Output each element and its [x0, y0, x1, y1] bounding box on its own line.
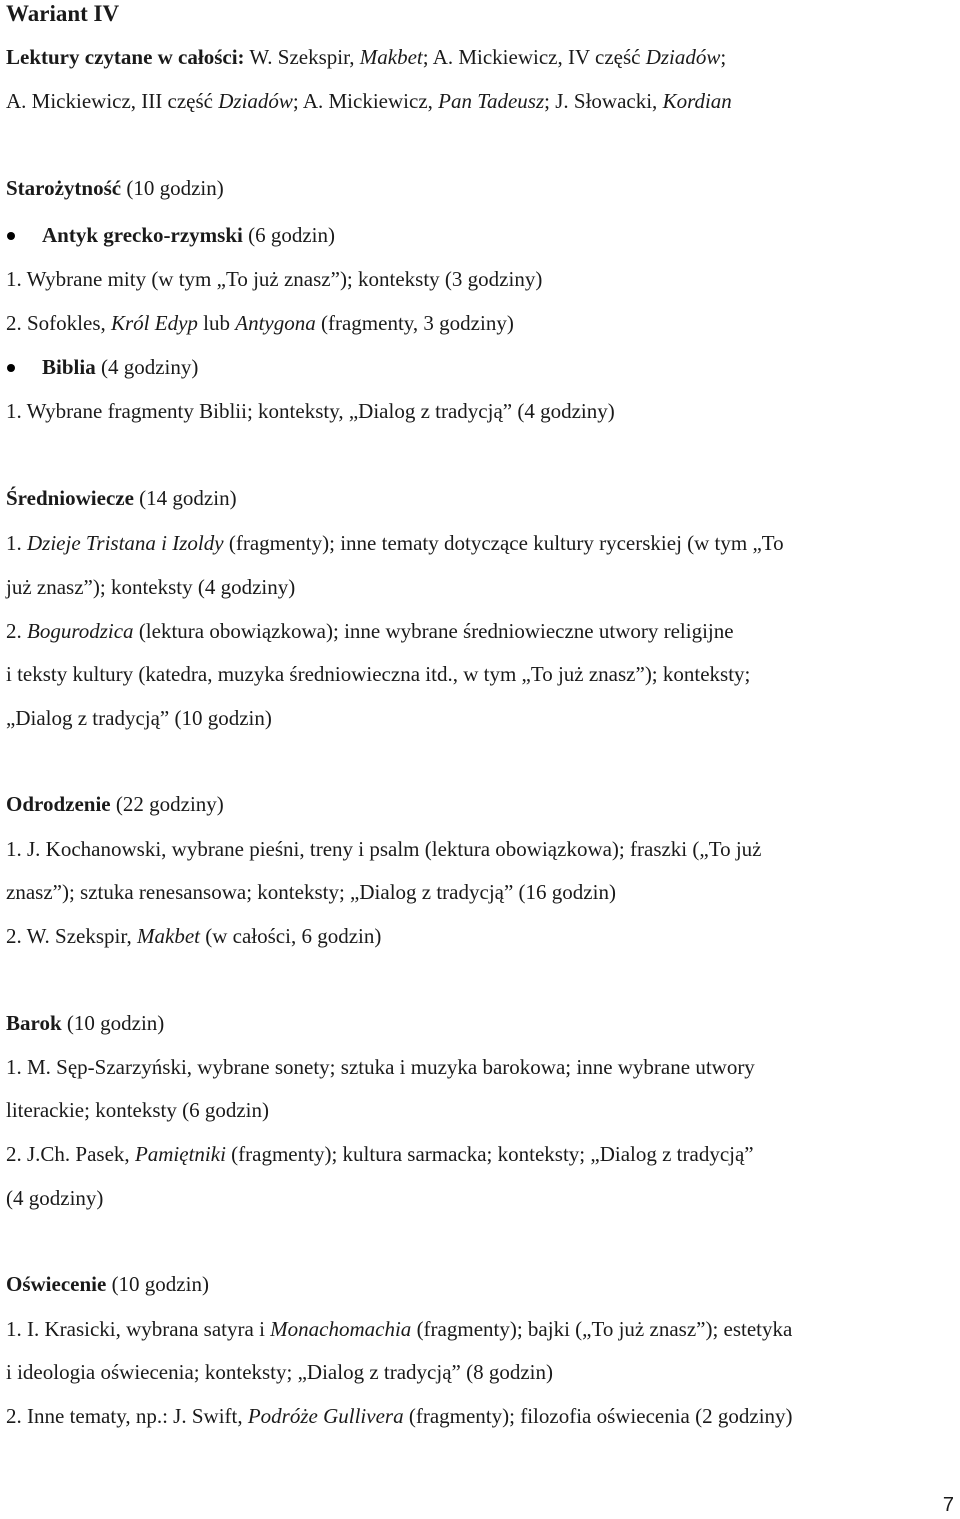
text-segment: (lektura obowiązkowa); inne wybrane średniowieczne utwory religijne	[133, 619, 734, 643]
list-item	[6, 310, 514, 336]
section-heading-odrodzenie	[6, 791, 224, 817]
list-item	[6, 923, 381, 949]
text-segment: ;	[720, 45, 727, 69]
subsection-hours: (6 godzin)	[242, 223, 335, 247]
text-segment: lub	[197, 311, 236, 335]
list-item-continuation: już znasz”); konteksty (4 godziny)	[6, 575, 296, 599]
lektury-label: Lektury czytane w całości:	[6, 45, 245, 69]
list-item-continuation: literackie; konteksty (6 godzin)	[6, 1098, 270, 1122]
section-heading-starozytnosc	[6, 175, 224, 201]
title-makbet: Makbet	[359, 45, 423, 69]
title-makbet: Makbet	[137, 924, 200, 948]
title-podroze-gullivera: Podróże Gullivera	[247, 1404, 404, 1428]
page-title: Wariant IV	[6, 1, 120, 26]
lektury-line-1	[6, 44, 726, 70]
text-segment: 2. J.Ch. Pasek,	[6, 1142, 135, 1166]
text-segment: 1.	[6, 531, 27, 555]
text-segment: 2. Sofokles,	[6, 311, 111, 335]
text-segment: 1. I. Krasicki, wybrana satyra i	[6, 1317, 271, 1341]
page-number: 7	[942, 1494, 954, 1516]
section-heading-oswiecenie	[6, 1271, 209, 1297]
lektury-line-2	[6, 88, 732, 114]
text-segment: (fragmenty); kultura sarmacka; konteksty; „Dialog z tradycją”	[225, 1142, 754, 1166]
text-segment: A. Mickiewicz, III część	[6, 89, 219, 113]
list-item	[6, 618, 734, 644]
text-segment: 2. Inne tematy, np.: J. Swift,	[6, 1404, 248, 1428]
bullet-icon	[7, 232, 15, 240]
list-item: 1. Wybrane fragmenty Biblii; konteksty, „Dialog z tradycją” (4 godziny)	[6, 399, 615, 423]
list-item-continuation: znasz”); sztuka renesansowa; konteksty; „Dialog z tradycją” (16 godzin)	[6, 880, 616, 904]
title-bogurodzica: Bogurodzica	[27, 619, 134, 643]
title-kordian: Kordian	[662, 89, 732, 113]
section-hours: (14 godzin)	[133, 486, 237, 510]
text-segment: 2. W. Szekspir,	[6, 924, 137, 948]
text-segment: ; J. Słowacki,	[544, 89, 663, 113]
subsection-label: Antyk grecko-rzymski	[42, 223, 243, 247]
text-segment: 2.	[6, 619, 27, 643]
bullet-icon	[7, 364, 15, 372]
section-heading-label: Odrodzenie	[6, 792, 111, 816]
text-segment: (fragmenty); inne tematy dotyczące kultury rycerskiej (w tym „To	[223, 531, 784, 555]
section-heading-label: Barok	[6, 1011, 62, 1035]
section-hours: (22 godziny)	[110, 792, 224, 816]
title-antygona: Antygona	[235, 311, 316, 335]
list-item	[6, 1403, 793, 1429]
title-pamietniki: Pamiętniki	[134, 1142, 226, 1166]
text-segment: (fragmenty); bajki („To już znasz”); estetyka	[411, 1317, 793, 1341]
title-dziady: Dziadów	[218, 89, 293, 113]
title-dziady: Dziadów	[645, 45, 721, 69]
text-segment: ; A. Mickiewicz, IV część	[422, 45, 646, 69]
title-monachomachia: Monachomachia	[270, 1317, 412, 1341]
list-item-continuation: (4 godziny)	[6, 1186, 104, 1210]
text-segment: (fragmenty); filozofia oświecenia (2 godziny)	[403, 1404, 793, 1428]
list-item: 1. J. Kochanowski, wybrane pieśni, treny i psalm (lektura obowiązkowa); fraszki („To już	[6, 837, 762, 861]
text-segment: W. Szekspir,	[244, 45, 360, 69]
bullet-biblia	[42, 354, 198, 380]
list-item: 1. M. Sęp-Szarzyński, wybrane sonety; sztuka i muzyka barokowa; inne wybrane utwory	[6, 1055, 755, 1079]
text-segment: (fragmenty, 3 godziny)	[315, 311, 514, 335]
section-heading-label: Średniowiecze	[6, 486, 134, 510]
subsection-hours: (4 godziny)	[95, 355, 199, 379]
section-heading-sredniowiecze	[6, 485, 237, 511]
list-item-continuation: i ideologia oświecenia; konteksty; „Dialog z tradycją” (8 godzin)	[6, 1360, 553, 1384]
section-hours: (10 godzin)	[61, 1011, 165, 1035]
list-item-continuation: „Dialog z tradycją” (10 godzin)	[6, 706, 272, 730]
title-pan-tadeusz: Pan Tadeusz	[438, 89, 545, 113]
list-item	[6, 1316, 792, 1342]
section-hours: (10 godzin)	[106, 1272, 209, 1296]
text-segment: (w całości, 6 godzin)	[199, 924, 382, 948]
title-tristan: Dzieje Tristana i Izoldy	[27, 531, 224, 555]
subsection-label: Biblia	[42, 355, 96, 379]
section-hours: (10 godzin)	[121, 176, 224, 200]
list-item-continuation: i teksty kultury (katedra, muzyka średniowieczna itd., w tym „To już znasz”); konteksty;	[6, 662, 751, 686]
list-item	[6, 1141, 754, 1167]
text-segment: ; A. Mickiewicz,	[292, 89, 439, 113]
section-heading-label: Starożytność	[6, 176, 122, 200]
title-krol-edyp: Król Edyp	[111, 311, 198, 335]
list-item: 1. Wybrane mity (w tym „To już znasz”); konteksty (3 godziny)	[6, 267, 543, 291]
list-item	[6, 530, 784, 556]
section-heading-barok	[6, 1010, 164, 1036]
bullet-antyk	[42, 222, 335, 248]
section-heading-label: Oświecenie	[6, 1272, 107, 1296]
